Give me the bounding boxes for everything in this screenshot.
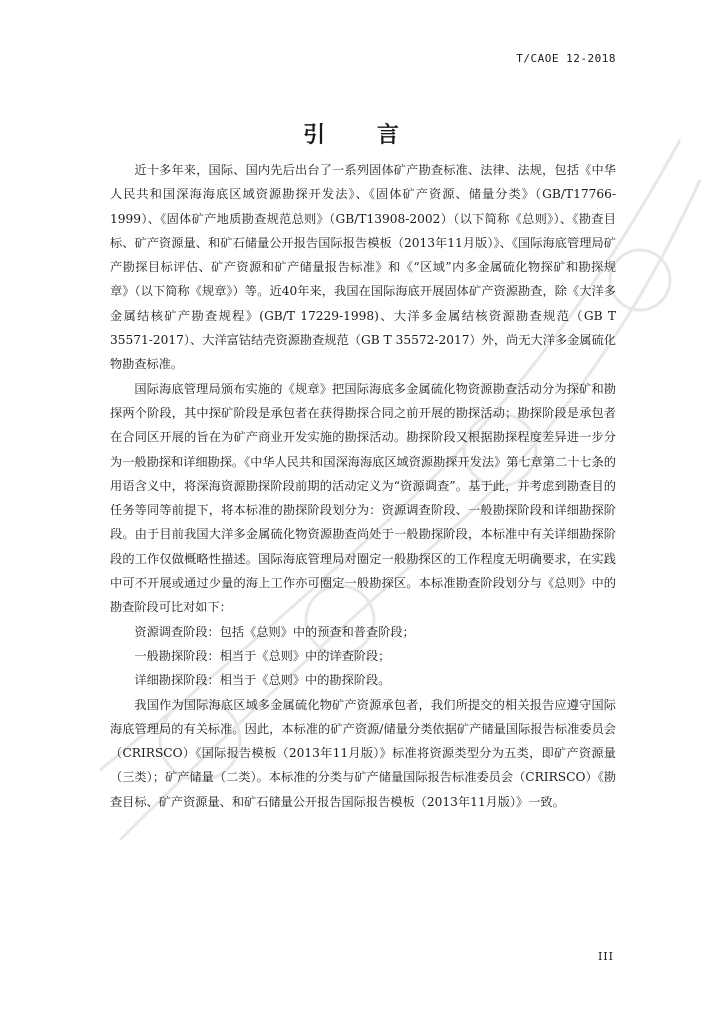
paragraph: 资源调查阶段：包括《总则》中的预查和普查阶段； (134, 624, 415, 639)
document-code: T/CAOE 12-2018 (516, 52, 616, 65)
paragraph: 我国作为国际海底区域多金属硫化物矿产资源承包者，我们所提交的相关报告应遵守国际海底管理局的有关标准。因此，本标准的矿产资源/储量分类依据矿产储量国际报告标准委员会（CRIRSCO）《国际报告模板（2013年11月版）》标准将资源类型分为五类，即矿产资源量（三类）；矿产储量（二类）。本标准的分类与矿产储量国际报告标准委员会（CRIRSCO）《勘查目标、矿产资源量、和矿石储量公开报告国际报告模板（2013年11月版）》一致。 (110, 697, 616, 809)
paragraph: 一般勘探阶段：相当于《总则》中的详查阶段； (134, 648, 391, 663)
paragraph: 国际海底管理局颁布实施的《规章》把国际海底多金属硫化物资源勘查活动分为探矿和勘探两个阶段，其中探矿阶段是承包者在获得勘探合同之前开展的勘探活动；勘探阶段是承包者在合同区开展的旨在为矿产商业开发实施的勘探活动。勘探阶段又根据勘探程度差异进一步分为一般勘探和详细勘探。《中华人民共和国深海海底区域资源勘探开发法》第七章第二十七条的用语含义中，将深海资源勘探阶段前期的活动定义为“资源调查”。基于此，并考虑到勘查目的任务等同等前提下，将本标准的勘探阶段划分为：资源调查阶段、一般勘探阶段和详细勘探阶段。由于目前我国大洋多金属硫化物资源勘查尚处于一般勘探阶段，本标准中有关详细勘探阶段的工作仅做概略性描述。国际海底管理局对圈定一般勘探区的工作程度无明确要求，在实践中可不开展或通过少量的海上工作亦可圈定一般勘探区。本标准勘查阶段划分与《总则》中的勘查阶段可比对如下： (110, 381, 616, 615)
paragraph: 近十多年来，国际、国内先后出台了一系列固体矿产勘查标准、法律、法规，包括《中华人民共和国深海海底区域资源勘探开发法》、《固体矿产资源、储量分类》（GB/T17766-1999）、《固体矿产地质勘查规范总则》（GB/T13908-2002）（以下简称《总则》）、《勘查目标、矿产资源量、和矿石储量公开报告国际报告模板（2013年11月版）》、《国际海底管理局矿产勘探目标评估、矿产资源和矿产储量报告标准》和《“区域”内多金属硫化物探矿和勘探规章》（以下简称《规章》）等。近40年来，我国在国际海底开展固体矿产资源勘查，除《大洋多金属结核矿产勘查规程》(GB/T 17229-1998)、大洋多金属结核资源勘查规范（GB T 35571-2017）、大洋富钴结壳资源勘查规范（GB T 35572-2017）外，尚无大洋多金属硫化物勘查标准。 (110, 163, 616, 372)
paragraph: 详细勘探阶段：相当于《总则》中的勘探阶段。 (134, 673, 391, 688)
section-title: 引 言 (303, 122, 421, 148)
body-text (110, 158, 616, 814)
page-number: III (597, 950, 614, 963)
